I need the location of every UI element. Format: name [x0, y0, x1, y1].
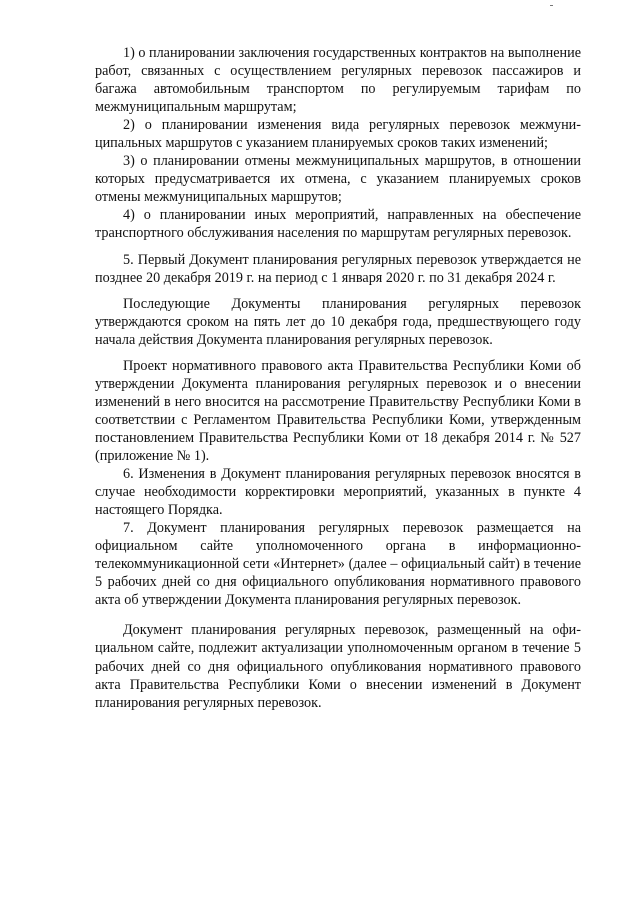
paragraph-item-1: 1) о планировании заключения государственных контрактов на выполнение работ, связанных с осуществлением регулярных перевозок пассажиров и багажа автомобильным транспортом по регулируемым тарифам по межмуниципальным маршрутам;: [95, 45, 582, 116]
paragraph-subsequent-documents: Последующие Документы планирования регулярных перевозок утверждаются сроком на пять лет до 10 декабря года, предшествующего году начала действия Документа планирования регулярных перевозок.: [95, 295, 581, 348]
paragraph-section-7: 7. Документ планирования регулярных перевозок размещается на официальном сайте уполномоченного органа в информационно-телекоммуникационной сети «Интернет» (далее – официальный сайт) в течение 5 рабочих дней со дня официального опубликования нормативного правового акта об утверждении Документа планирования регулярных перевозок.: [95, 520, 581, 609]
paragraph-section-5: 5. Первый Документ планирования регулярных перевозок утверждается не позднее 20 декабря 2019 г. на период с 1 января 2020 г. по 31 декабря 2024 г.: [95, 251, 581, 286]
paragraph-draft-act: Проект нормативного правового акта Правительства Республики Коми об утверждении Документа планирования регулярных перевозок и о внесении изменений в него вносится на рассмотрение Правительству Республики Коми в соответствии с Регламентом Правительства Республики Коми, утвержденным постановлением Правительства Республики Коми от 18 декабря 2014 г. № 527 (приложение № 1).: [95, 357, 581, 464]
paragraph-item-2: 2) о планировании изменения вида регулярных перевозок межмуниципальных маршрутов с указанием планируемых сроков таких изменений;: [95, 117, 581, 152]
document-body: [95, 44, 581, 712]
paragraph-section-6: 6. Изменения в Документ планирования регулярных перевозок вносятся в случае необходимости корректировки мероприятий, указанных в пункте 4 настоящего Порядка.: [95, 466, 581, 519]
paragraph-actualization: Документ планирования регулярных перевозок, размещенный на официальном сайте, подлежит актуализации уполномоченным органом в течение 5 рабочих дней со дня официального опубликования нормативного правового акта Правительства Республики Коми о внесении изменений в Документ планирования регулярных перевозок.: [95, 622, 581, 711]
scan-artifact: [550, 5, 553, 6]
paragraph-item-3: 3) о планировании отмены межмуниципальных маршрутов, в отношении которых предусматривается их отмена, с указанием планируемых сроков отмены межмуниципальных маршрутов;: [95, 153, 581, 206]
paragraph-item-4: 4) о планировании иных мероприятий, направленных на обеспечение транспортного обслуживания населения по маршрутам регулярных перевозок.: [95, 207, 581, 242]
